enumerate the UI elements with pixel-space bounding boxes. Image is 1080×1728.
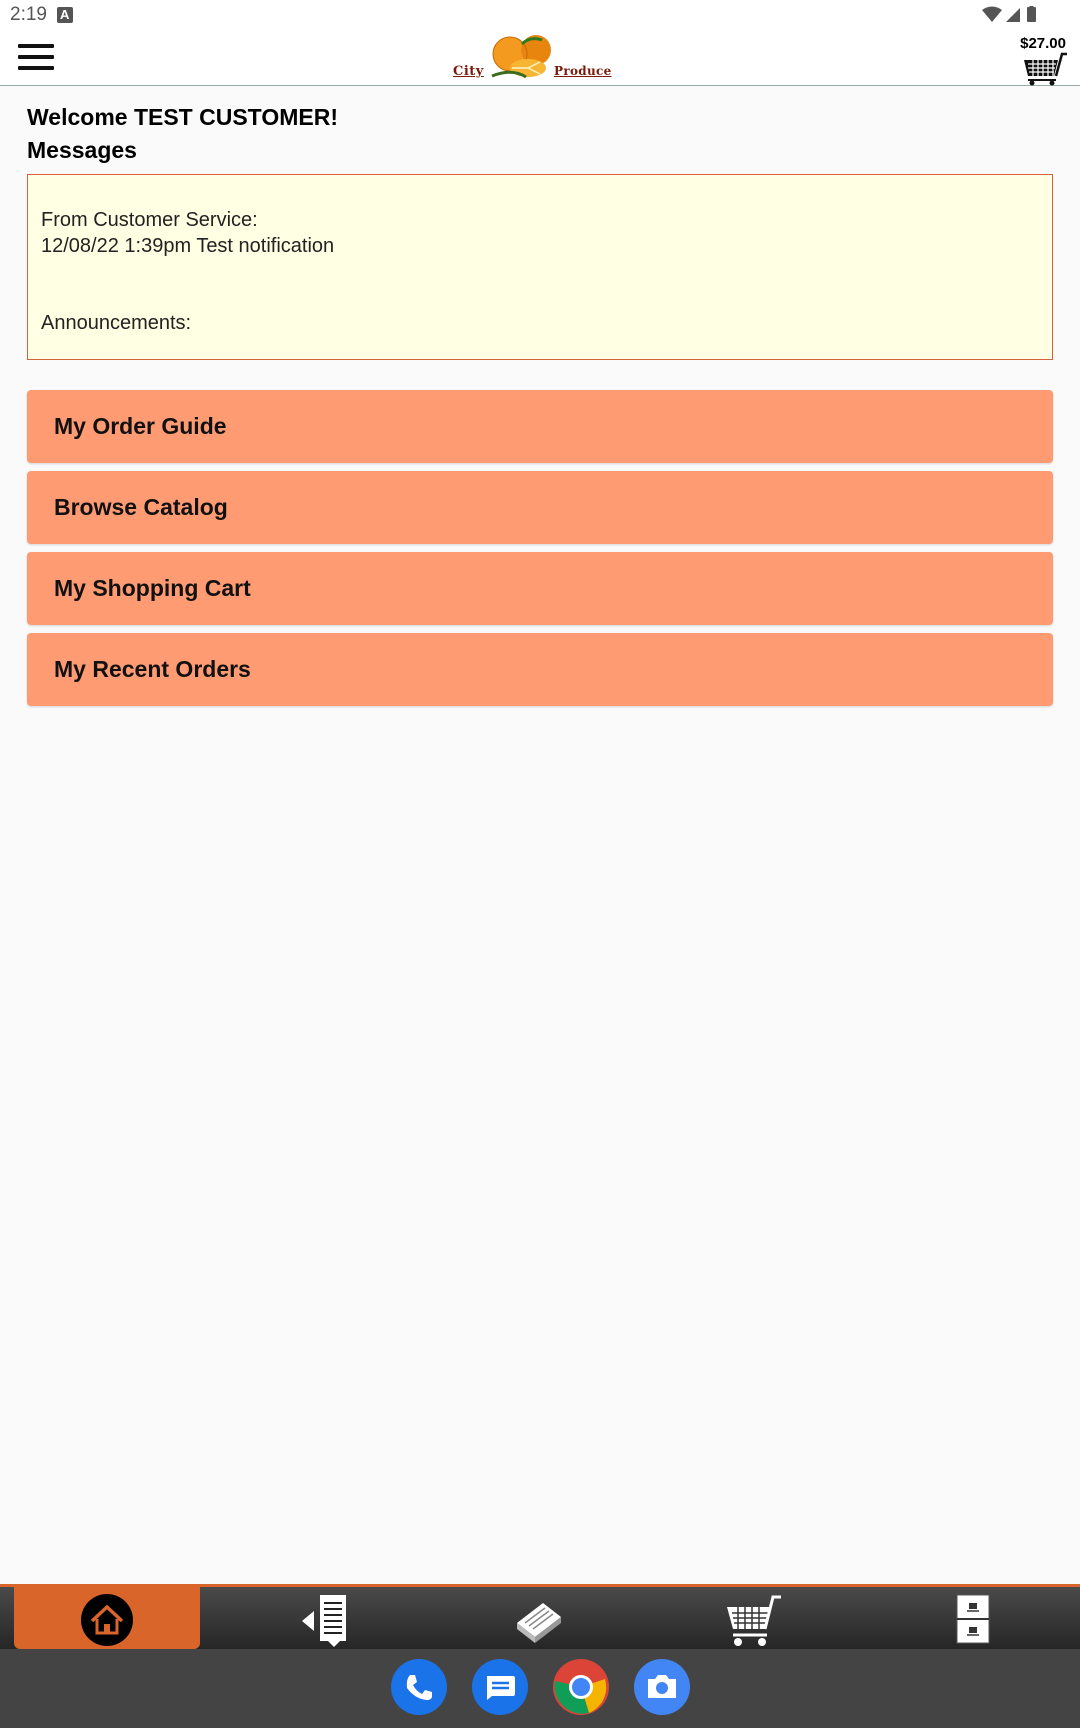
tab-files[interactable] xyxy=(880,1587,1066,1649)
city-produce-logo xyxy=(452,34,624,84)
chrome-icon[interactable] xyxy=(553,1659,609,1715)
wifi-icon xyxy=(982,7,1002,23)
header-cart-icon[interactable] xyxy=(1022,52,1068,86)
messages-icon[interactable] xyxy=(472,1659,528,1715)
logo-text-produce: Produce xyxy=(554,64,612,78)
my-order-guide-button[interactable]: My Order Guide xyxy=(27,390,1053,463)
messages-box xyxy=(27,174,1053,360)
status-bar xyxy=(0,0,1080,32)
main-menu xyxy=(27,390,1053,714)
bottom-tab-bar xyxy=(0,1584,1080,1649)
notification-letter: A xyxy=(60,7,70,22)
message-notification: 12/08/22 1:39pm Test notification xyxy=(41,235,335,257)
tab-order-guide[interactable] xyxy=(233,1587,419,1649)
camera-icon[interactable] xyxy=(634,1659,690,1715)
welcome-heading: Welcome TEST CUSTOMER! xyxy=(27,104,338,130)
logo-text-city: City xyxy=(453,64,484,79)
status-icons xyxy=(982,6,1048,29)
announcements-label: Announcements: xyxy=(41,312,192,334)
my-recent-orders-button[interactable]: My Recent Orders xyxy=(27,633,1053,706)
notification-icon xyxy=(57,7,73,23)
status-time: 2:19 xyxy=(10,4,47,25)
home-icon xyxy=(80,1593,134,1647)
cart-total: $27.00 xyxy=(1020,35,1066,52)
catalog-book-icon xyxy=(511,1593,567,1647)
tab-catalog[interactable] xyxy=(446,1587,632,1649)
phone-icon[interactable] xyxy=(391,1659,447,1715)
shopping-cart-icon xyxy=(723,1593,783,1649)
tab-home[interactable] xyxy=(14,1587,200,1649)
app-header xyxy=(0,32,1080,86)
signal-icon xyxy=(1006,8,1020,22)
battery-icon xyxy=(1027,6,1036,22)
message-from: From Customer Service: xyxy=(41,209,258,231)
order-guide-icon xyxy=(298,1593,354,1647)
system-dock xyxy=(0,1649,1080,1728)
my-shopping-cart-button[interactable]: My Shopping Cart xyxy=(27,552,1053,625)
hamburger-menu-icon[interactable] xyxy=(18,44,54,72)
messages-heading: Messages xyxy=(27,137,137,163)
file-cabinet-icon xyxy=(953,1593,993,1647)
browse-catalog-button[interactable]: Browse Catalog xyxy=(27,471,1053,544)
tab-cart[interactable] xyxy=(660,1587,846,1649)
